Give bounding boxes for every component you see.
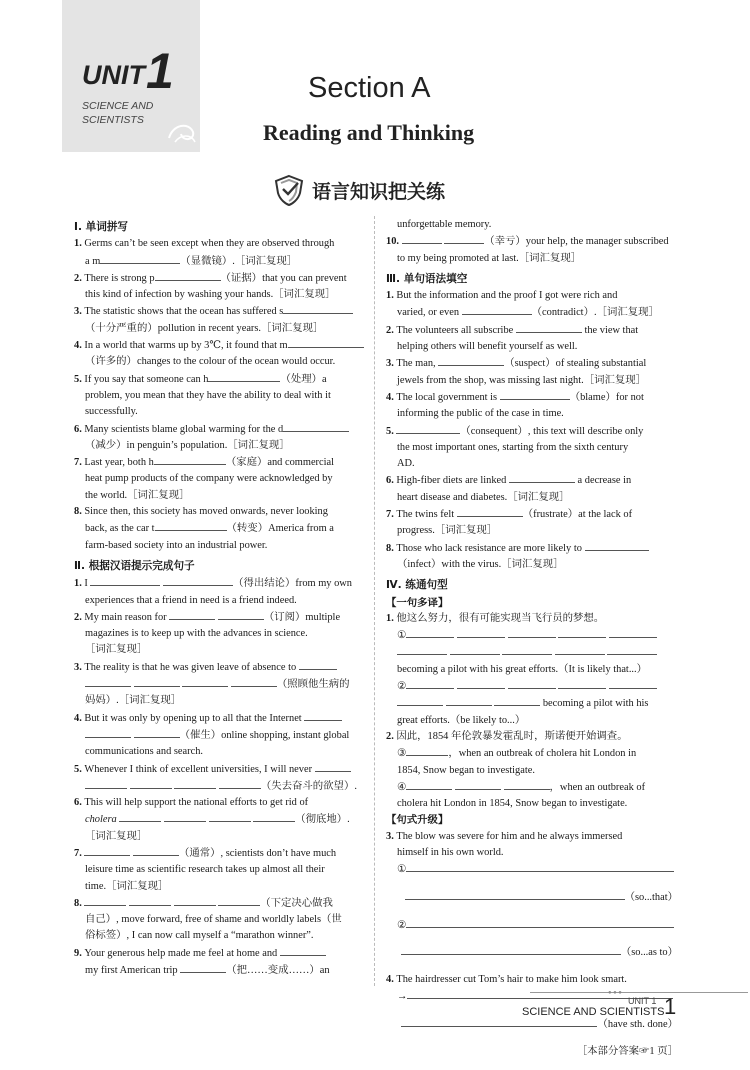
grammar-8: 8. Those who lack resistance are more likely to （infect）with the virus.［词汇复现］ (386, 540, 678, 574)
answer-blank[interactable] (163, 575, 233, 586)
footer-dots-icon: ● ● ● (608, 990, 622, 996)
answer-blank[interactable] (288, 337, 364, 348)
unit-subtitle-line-1: SCIENCE AND (82, 100, 154, 112)
section-4-title: Ⅳ. 练通句型 (386, 579, 448, 592)
answer-blank[interactable] (405, 889, 625, 900)
rewrite-4-line-1: → (386, 988, 678, 1005)
answer-blank[interactable] (585, 540, 649, 551)
answer-blank[interactable] (401, 944, 621, 955)
question-1: 1. Germs can’t be seen except when they are observed through a m （显微镜）.［词汇复现］ (74, 238, 335, 267)
answer-blank[interactable] (218, 609, 264, 620)
unit-subtitle (82, 99, 153, 127)
phrase-4: 4. But it was only by opening up to all that the Internet （催生）online shopping, instant global communications and search. (74, 710, 364, 761)
answer-blank[interactable] (455, 779, 501, 790)
swirl-ornament-icon (165, 118, 199, 146)
answer-blank[interactable] (446, 695, 492, 706)
answer-blank[interactable] (304, 710, 342, 721)
answer-blank[interactable] (84, 845, 130, 856)
phrase-8: 8. （下定决心做我 自己）, move forward, free of shame and worldly labels（世 俗标签）, I can now call myself a “marathon winner”. (74, 895, 364, 945)
answer-blank[interactable] (457, 506, 523, 517)
answer-blank[interactable] (508, 678, 556, 689)
answer-blank[interactable] (462, 304, 532, 315)
answer-blank[interactable] (609, 678, 657, 689)
answer-blank[interactable] (134, 727, 180, 738)
answer-blank[interactable] (516, 322, 582, 333)
answer-blank[interactable] (155, 270, 221, 281)
unit-subtitle-line-2: SCIENTISTS (82, 114, 144, 126)
answer-blank[interactable] (406, 917, 674, 928)
answer-blank[interactable] (396, 423, 460, 434)
phrase-6: 6. This will help support the national efforts to get rid of cholera （彻底地）. ［词汇复现］ (74, 797, 350, 842)
phrase-7: 7. （通常）, scientists don’t have much leisure time as scientific research takes up almost all their time.［词汇复现］ (74, 845, 364, 895)
answer-blank[interactable] (609, 627, 657, 638)
column-divider (374, 216, 375, 986)
rewrite-3-hint-1: （so...that） (386, 889, 678, 906)
answer-blank[interactable] (174, 895, 216, 906)
answer-blank[interactable] (283, 303, 353, 314)
answer-blank[interactable] (218, 895, 260, 906)
translation-2: 2. 因此，1854 年伦敦暴发霍乱时，斯诺便开始调查。 (386, 730, 628, 742)
section-title: Section A (308, 72, 431, 104)
banner-title: 语言知识把关练 (312, 180, 446, 203)
question-8: 8. Since then, this society has moved onwards, never looking back, as the car t （转变）America from a farm-based society into an industrial power. (74, 506, 334, 551)
answer-blank[interactable] (85, 676, 131, 687)
phrase-1: 1. I （得出结论）from my own experiences that a friend in need is a friend indeed. (74, 575, 364, 609)
answer-blank[interactable] (280, 945, 326, 956)
grammar-3: 3. The man, （suspect）of stealing substantial jewels from the shop, was missing last night.［词汇复现］ (386, 355, 678, 389)
translation-2-line-3: ④ ，when an outbreak of (386, 779, 678, 796)
answer-blank[interactable] (438, 355, 504, 366)
subsection-one-sentence-multiple-translations: 【一句多译】 (386, 596, 449, 609)
answer-blank[interactable] (558, 678, 606, 689)
answer-blank[interactable] (402, 233, 442, 244)
translation-1-line-1: ① (386, 627, 678, 644)
answer-blank[interactable] (85, 727, 131, 738)
answer-blank[interactable] (169, 609, 215, 620)
question-3: 3. The statistic shows that the ocean has suffered s （十分严重的）pollution in recent years.［词汇复现］ (74, 303, 364, 337)
unit-number: 1 (146, 43, 174, 99)
grammar-4: 4. The local government is （blame）for not informing the public of the case in time. (386, 389, 678, 423)
answer-blank[interactable] (299, 659, 337, 670)
section-banner (272, 172, 445, 208)
answer-blank[interactable] (253, 811, 295, 822)
phrase-9-continued: unforgettable memory. (397, 219, 492, 230)
grammar-5: 5. （consequent）, this text will describe only the most important ones, starting from the sixth century AD. (386, 423, 678, 473)
answer-blank[interactable] (283, 421, 349, 432)
answer-blank[interactable] (397, 644, 447, 655)
phrase-9: 9. Your generous help made me feel at home and my first American trip （把……变成……）an (74, 945, 364, 980)
translation-1-line-4: ② (386, 678, 678, 695)
answer-blank[interactable] (85, 778, 127, 789)
shield-check-icon (272, 173, 306, 207)
section-2-title: Ⅱ. 根据汉语提示完成句子 (74, 559, 195, 572)
rewrite-4-hint: （have sth. done） (386, 1016, 678, 1033)
question-7: 7. Last year, both h （家庭）and commercial heat pump products of the company were acknowledged by the world.［词汇复现］ (74, 454, 364, 504)
answer-blank[interactable] (164, 811, 206, 822)
translation-1-line-2 (386, 644, 678, 661)
rewrite-3: 3. The blow was severe for him and he always immersed himself in his own world. (386, 830, 623, 858)
grammar-7: 7. The twins felt （frustrate）at the lack of progress.［词汇复现］ (386, 506, 678, 540)
answer-blank[interactable] (219, 778, 261, 789)
section-1-title: Ⅰ. 单词拼写 (74, 221, 129, 233)
footer-rule (530, 992, 748, 993)
lesson-subtitle: Reading and Thinking (263, 120, 475, 145)
translation-2-line-1: ③ ，when an outbreak of cholera hit London in (386, 745, 678, 762)
answer-blank[interactable] (502, 644, 552, 655)
answer-blank[interactable] (174, 778, 216, 789)
answer-blank[interactable] (315, 761, 351, 772)
answer-blank[interactable] (406, 678, 454, 689)
question-5: 5. If you say that someone can h （处理）a problem, you mean that they have the ability to deal with it successfully. (74, 371, 364, 421)
answer-blank[interactable] (208, 371, 280, 382)
answer-blank[interactable] (555, 644, 605, 655)
question-2: 2. There is strong p （证据）that you can prevent this kind of infection by washing your hands.［词汇复现］ (74, 270, 364, 304)
answer-blank[interactable] (154, 454, 226, 465)
answer-blank[interactable] (133, 845, 179, 856)
answer-blank[interactable] (500, 389, 570, 400)
grammar-2: 2. The volunteers all subscribe the view that helping others will benefit yourself as well. (386, 322, 678, 356)
answer-blank[interactable] (182, 676, 228, 687)
translation-1-line-3: becoming a pilot with his great efforts.（It is likely that...） (397, 663, 648, 675)
rewrite-3-hint-2: （so...as to） (386, 944, 678, 961)
answer-blank[interactable] (84, 895, 126, 906)
footer-unit-label: UNIT 1 (628, 996, 657, 1006)
answer-blank[interactable] (406, 861, 674, 872)
left-column (74, 217, 364, 979)
answer-blank[interactable] (231, 676, 277, 687)
answer-blank[interactable] (90, 575, 160, 586)
answer-blank[interactable] (119, 811, 161, 822)
phrase-10: 10. （幸亏）your help, the manager subscribed to my being promoted at last.［词汇复现］ (386, 233, 678, 267)
question-4: 4. In a world that warms up by 3℃, it found that m （许多的）changes to the colour of the ocean would occur. (74, 337, 364, 371)
answer-reference-note: ［本部分答案☞1 页］ (576, 1045, 678, 1057)
answer-blank[interactable] (134, 676, 180, 687)
answer-blank[interactable] (406, 779, 452, 790)
phrase-3: 3. The reality is that he was given leave of absence to （照顾他生病的 妈妈）.［词汇复现］ (74, 659, 364, 710)
rewrite-3-line-1: ① (386, 861, 678, 878)
answer-blank[interactable] (457, 627, 505, 638)
phrase-2: 2. My main reason for （订阅）multiple magazines is to keep up with the advances in science. ［词汇复现］ (74, 609, 364, 659)
subsection-sentence-upgrade: 【句式升级】 (386, 814, 449, 827)
footer-running-title: SCIENCE AND SCIENTISTS (522, 1006, 665, 1018)
answer-blank[interactable] (457, 678, 505, 689)
translation-2-line-4: cholera hit London in 1854, Snow began to investigate. (397, 798, 628, 810)
answer-blank[interactable] (494, 695, 540, 706)
answer-blank[interactable] (129, 895, 171, 906)
rewrite-3-line-2: ② (386, 917, 678, 934)
answer-blank[interactable] (558, 627, 606, 638)
phrase-5: 5. Whenever I think of excellent universities, I will never （失去奋斗的欲望）. (74, 761, 364, 796)
answer-blank[interactable] (450, 644, 500, 655)
grammar-6: 6. High-fiber diets are linked a decrease in heart disease and diabetes.［词汇复现］ (386, 472, 678, 506)
answer-blank[interactable] (155, 520, 227, 531)
rewrite-4: 4. The hairdresser cut Tom’s hair to make him look smart. (386, 974, 627, 986)
answer-blank[interactable] (509, 472, 575, 483)
answer-blank[interactable] (504, 779, 550, 790)
translation-1: 1. 他这么努力，很有可能实现当飞行员的梦想。 (386, 612, 605, 624)
answer-blank[interactable] (209, 811, 251, 822)
answer-blank[interactable] (406, 627, 454, 638)
answer-blank[interactable] (508, 627, 556, 638)
answer-blank[interactable] (130, 778, 172, 789)
answer-blank[interactable] (397, 695, 443, 706)
answer-blank[interactable] (100, 253, 180, 264)
translation-1-line-6: great efforts.（be likely to...） (397, 714, 526, 726)
answer-blank[interactable] (406, 745, 448, 756)
unit-label: UNIT (82, 60, 145, 90)
answer-blank[interactable] (607, 644, 657, 655)
right-column (386, 217, 678, 1070)
answer-blank[interactable] (180, 962, 226, 973)
section-3-title: Ⅲ. 单句语法填空 (386, 272, 468, 285)
translation-1-line-5: becoming a pilot with his (386, 695, 678, 712)
answer-blank[interactable] (444, 233, 484, 244)
question-6: 6. Many scientists blame global warming for the d （减少）in penguin’s population.［词汇复现］ (74, 421, 364, 455)
grammar-1: 1. But the information and the proof I got were rich and varied, or even （contradict）.［词汇复现］ (386, 290, 659, 319)
translation-2-line-2: 1854, Snow began to investigate. (397, 764, 535, 776)
page-number: 1 (664, 994, 677, 1019)
